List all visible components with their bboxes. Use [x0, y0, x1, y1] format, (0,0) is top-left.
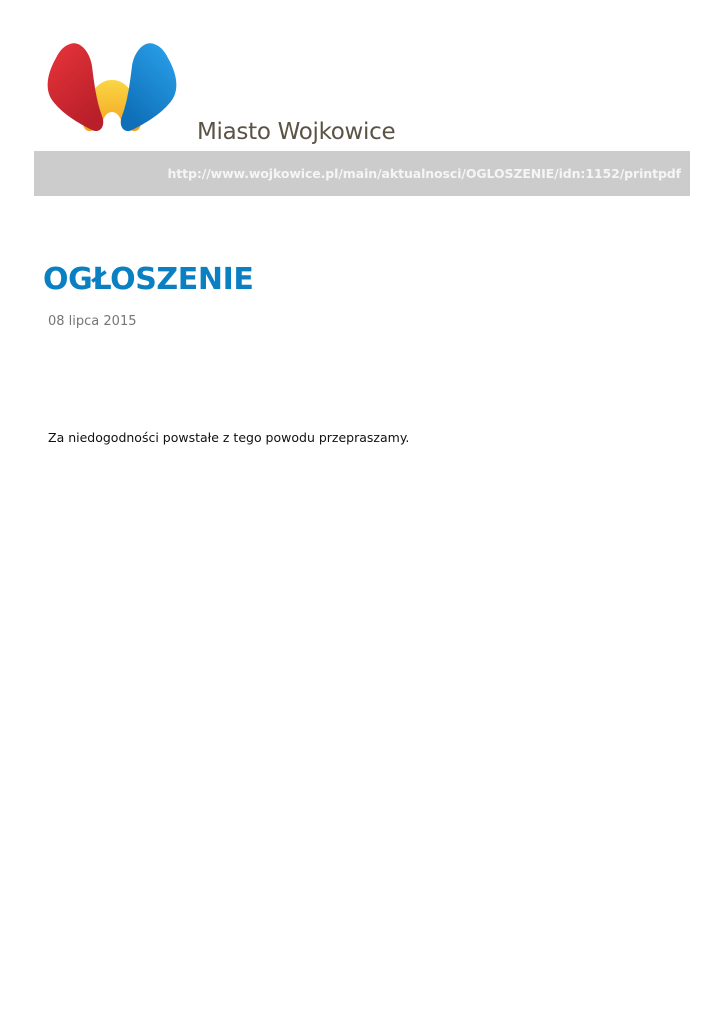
- article-date: 08 lipca 2015: [48, 314, 137, 329]
- page-title: OGŁOSZENIE: [43, 262, 254, 297]
- page-url: http://www.wojkowice.pl/main/aktualnosci/OGLOSZENIE/idn:1152/printpdf: [167, 166, 681, 181]
- wojkowice-w-logo-icon: [46, 42, 178, 134]
- article-body: Za niedogodności powstałe z tego powodu przepraszamy.: [48, 430, 410, 445]
- site-name: Miasto Wojkowice: [197, 119, 396, 145]
- url-bar: [34, 151, 690, 196]
